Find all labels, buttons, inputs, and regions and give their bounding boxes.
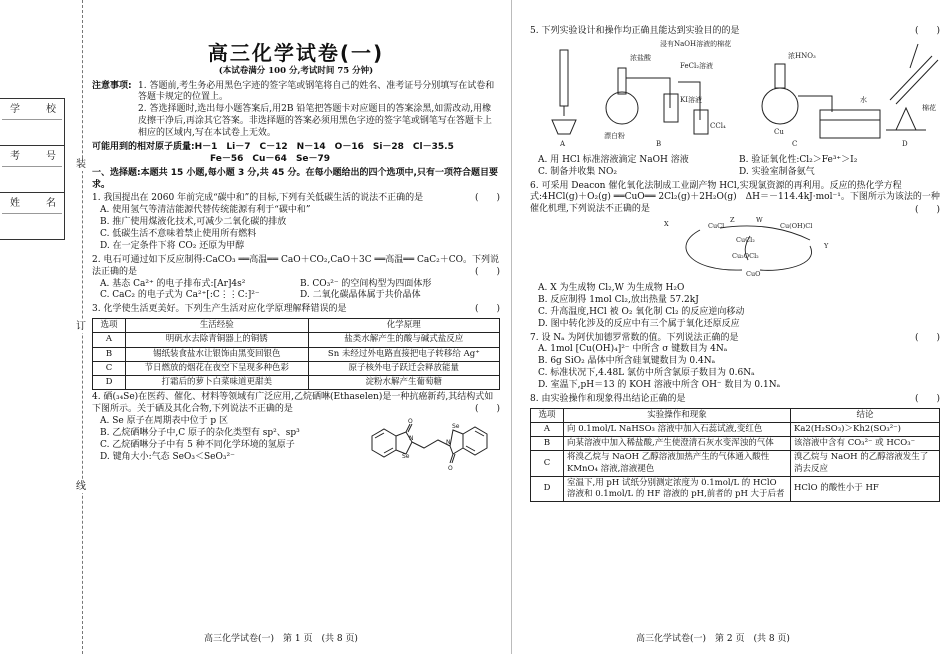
svg-text:N: N xyxy=(409,435,414,443)
table-row xyxy=(531,476,940,501)
label-naoh-cotton: 浸有NaOH溶液的棉花 xyxy=(660,39,732,48)
table-header: 结论 xyxy=(791,408,940,422)
table-cell: 原子核外电子跃迁会释放能量 xyxy=(308,361,499,375)
column-divider xyxy=(511,0,512,654)
svg-text:Se: Se xyxy=(452,423,460,431)
q3-table xyxy=(92,318,500,390)
option-c: C. CaC₂ 的电子式为 Ca²⁺[:C⋮⋮C:]²⁻ xyxy=(100,290,260,301)
question-3 xyxy=(92,304,500,390)
label-bleach: 漂白粉 xyxy=(604,131,625,140)
table-cell: 淀粉水解产生葡萄糖 xyxy=(308,376,499,390)
question-stem: 4. 硒(₃₄Se)在医药、催化、材料等领域有广泛应用,乙烷硒啉(Ethaselen)是一种抗癌新药,其结构式如下图所示。关于硒及其化合物,下列说法不正确的是 xyxy=(92,392,494,415)
table-cell: C xyxy=(531,451,564,476)
question-6 xyxy=(530,181,940,331)
page-2-footer: 高三化学试卷(一) 第 2 页 (共 8 页) xyxy=(636,634,790,644)
exam-number-field[interactable] xyxy=(0,146,64,193)
catalytic-cycle-diagram xyxy=(660,216,840,278)
node-x: X xyxy=(664,220,669,229)
question-stem: 2. 电石可通过如下反应制得:CaCO₃ ══高温══ CaO＋CO₂,CaO＋3C ══高温══ CaC₂＋CO。下列说法正确的是 xyxy=(92,254,500,277)
svg-text:N: N xyxy=(446,439,451,447)
question-stem: 7. 设 Nₐ 为阿伏加德罗常数的值。下列说法正确的是 xyxy=(530,332,739,343)
answer-blank[interactable]: ( ) xyxy=(474,304,500,315)
option-a: A. X 为生成物 Cl₂,W 为生成物 H₂O xyxy=(538,283,685,293)
node-cu2ocl2: Cu₂OCl₂ xyxy=(732,252,759,261)
atomic-mass-line1: 可能用到的相对原子质量:H－1 Li－7 C－12 N－14 O－16 Si－28 Cl－35.5 xyxy=(92,141,454,152)
option-b: B. 验证氧化性:Cl₂＞Fe³⁺＞I₂ xyxy=(739,154,858,165)
option-a: A. 用 HCl 标准溶液滴定 NaOH 溶液 xyxy=(538,154,689,165)
label-ccl4: CCl₄ xyxy=(710,121,726,130)
note-2: 2. 答选择题时,选出每小题答案后,用2B 铅笔把答题卡对应题目的答案涂黑,如需改动,用橡皮擦干净后,再涂其它答案。非选择题的答案必须用黑色字迹的签字笔或钢笔写在答题卡上相应的区域内,写在本试卷上无效。 xyxy=(138,104,492,139)
option-a: A. Se 原子在周期表中位于 p 区 xyxy=(100,416,229,427)
svg-text:O: O xyxy=(448,465,453,473)
table-row xyxy=(93,361,500,375)
table-row xyxy=(531,422,940,436)
table-header: 生活经验 xyxy=(126,319,309,333)
option-b: B. CO₃²⁻ 的空间构型为四面体形 xyxy=(300,278,432,289)
table-cell: 室温下,用 pH 试纸分别测定浓度为 0.1mol/L 的 HClO 溶液和 0.1mol/L 的 HF 溶液的 pH,前者的 pH 大于后者 xyxy=(564,476,791,501)
answer-blank[interactable]: ( ) xyxy=(474,266,500,277)
question-stem: 3. 化学使生活更美好。下列生产生活对应化学原理解释错误的是 xyxy=(92,304,347,315)
figure-label-c: C xyxy=(792,139,798,148)
answer-blank[interactable]: ( ) xyxy=(474,193,500,204)
table-row xyxy=(531,451,940,476)
figure-label-a: A xyxy=(560,139,566,148)
table-header: 实验操作和现象 xyxy=(564,408,791,422)
question-stem: 8. 由实验操作和现象得出结论正确的是 xyxy=(530,393,686,404)
option-c: C. 乙烷硒啉分子中有 5 种不同化学环境的氢原子 xyxy=(100,439,295,450)
node-cuohcl: Cu(OH)Cl xyxy=(780,222,813,231)
student-info-box xyxy=(0,98,65,240)
notes-heading: 注意事项: xyxy=(92,80,132,91)
table-row xyxy=(93,333,500,347)
table-cell: D xyxy=(93,376,126,390)
q5-apparatus-figure xyxy=(530,38,940,150)
school-label: 学 校 xyxy=(10,104,64,115)
answer-blank[interactable]: ( ) xyxy=(914,26,940,36)
option-d: D. 实验室制备氨气 xyxy=(739,166,815,177)
figure-label-d: D xyxy=(902,139,908,148)
binding-mark-xian: 线 xyxy=(76,481,86,492)
option-a: A. 1mol [Cu(OH)₄]²⁻ 中所含 σ 键数目为 4Nₐ xyxy=(538,344,728,355)
table-row xyxy=(531,437,940,451)
table-cell: 向某溶液中加入稀盐酸,产生使澄清石灰水变浑浊的气体 xyxy=(564,437,791,451)
name-field[interactable] xyxy=(0,193,64,239)
svg-text:O: O xyxy=(408,418,413,426)
label-conc-hcl: 浓盐酸 xyxy=(630,53,651,62)
answer-blank[interactable]: ( ) xyxy=(914,332,940,343)
node-y: Y xyxy=(824,242,829,251)
option-b: B. 6g SiO₂ 晶体中所含硅氧键数目为 0.4Nₐ xyxy=(538,356,716,367)
table-cell: B xyxy=(93,347,126,361)
question-stem: 6. 可采用 Deacon 催化氧化法制成工业副产物 HCl,实现氯资源的再利用。反应的热化学方程 xyxy=(530,180,902,191)
option-b: B. 推广使用煤液化技术,可减少二氧化碳的排放 xyxy=(100,217,287,228)
table-cell: A xyxy=(531,422,564,436)
binding-mark-ding: 订 xyxy=(76,321,86,332)
option-a: A. 基态 Ca²⁺ 的电子排布式:[Ar]4s² xyxy=(100,278,246,289)
binding-mark-zhuang: 装 xyxy=(76,159,86,170)
node-cucl2: CuCl₂ xyxy=(736,236,755,245)
question-5 xyxy=(530,26,940,179)
table-cell: 打霜后的萝卜白菜味道更甜美 xyxy=(126,376,309,390)
section-heading: 一、选择题:本题共 15 小题,每小题 3 分,共 45 分。在每小题给出的四个选项中,只有一项符合题目要求。 xyxy=(92,167,498,190)
answer-blank[interactable]: ( ) xyxy=(474,404,500,415)
option-d: D. 键角大小:气态 SeO₃＜SeO₃²⁻ xyxy=(100,451,235,462)
option-b: B. 乙烷硒啉分子中,C 原子的杂化类型有 sp²、sp³ xyxy=(100,427,300,438)
option-c: C. 制备并收集 NO₂ xyxy=(538,166,618,177)
table-header: 选项 xyxy=(93,319,126,333)
ethaselen-structure-figure xyxy=(362,416,497,472)
table-cell: 将溴乙烷与 NaOH 乙醇溶液加热产生的气体通入酸性 KMnO₄ 溶液,溶液褪色 xyxy=(564,451,791,476)
page-2 xyxy=(530,0,940,502)
svg-text:Se: Se xyxy=(402,453,410,461)
table-cell: B xyxy=(531,437,564,451)
label-hno3: 浓HNO₃ xyxy=(788,51,816,60)
option-d: D. 二氧化碳晶体属于共价晶体 xyxy=(300,290,421,301)
table-cell: 盐类水解产生的酸与碱式盐反应 xyxy=(308,333,499,347)
page-subtitle: (本试卷满分 100 分,考试时间 75 分钟) xyxy=(218,66,374,77)
label-cotton: 棉花 xyxy=(922,103,936,112)
table-cell: D xyxy=(531,476,564,501)
question-stem-equation: 式:4HCl(g)＋O₂(g) ══CuO══ 2Cl₂(g)＋2H₂O(g) ΔH＝－114.4kJ·mol⁻¹。下图所示为该法的一种催化机理,下列说法不正确的是 xyxy=(530,192,940,215)
question-2 xyxy=(92,255,500,303)
answer-blank[interactable]: ( ) xyxy=(914,393,940,404)
table-cell: HClO 的酸性小于 HF xyxy=(791,476,940,501)
table-cell: A xyxy=(93,333,126,347)
table-cell: 锡纸装食盐水让银饰由黑变回银色 xyxy=(126,347,309,361)
school-field[interactable] xyxy=(0,99,64,146)
option-a: A. 使用氢气等清洁能源代替传统能源有利于“碳中和” xyxy=(100,205,311,216)
node-w: W xyxy=(756,216,763,225)
option-c: C. 标准状况下,4.48L 氯仿中所含氯原子数目为 0.6Nₐ xyxy=(538,368,755,379)
question-1 xyxy=(92,193,500,252)
table-cell: 明矾水去除青铜器上的铜锈 xyxy=(126,333,309,347)
page-title: 高三化学试卷(一) xyxy=(207,41,385,65)
label-ki: KI溶液 xyxy=(680,95,702,104)
question-4 xyxy=(92,392,500,473)
table-row xyxy=(93,376,500,390)
notes xyxy=(92,81,500,140)
node-z: Z xyxy=(730,216,735,225)
label-cu: Cu xyxy=(774,127,784,136)
page-1 xyxy=(92,0,500,473)
table-header: 选项 xyxy=(531,408,564,422)
question-stem: 1. 我国提出在 2060 年前完成“碳中和”的目标,下列有关低碳生活的说法不正确的是 xyxy=(92,193,424,204)
option-d: D. 图中转化涉及的反应中有三个属于氧化还原反应 xyxy=(538,318,740,329)
table-cell: C xyxy=(93,361,126,375)
figure-label-b: B xyxy=(656,139,662,148)
table-cell: Ka2(H₂SO₃)＞Kh2(SO₃²⁻) xyxy=(791,422,940,436)
question-7 xyxy=(530,333,940,392)
question-8 xyxy=(530,394,940,502)
table-row xyxy=(93,347,500,361)
page-1-footer: 高三化学试卷(一) 第 1 页 (共 8 页) xyxy=(204,634,358,644)
option-c: C. 低碳生活不意味着禁止使用所有燃料 xyxy=(100,229,257,240)
table-cell: 向 0.1mol/L NaHSO₃ 溶液中加入石蕊试液,变红色 xyxy=(564,422,791,436)
table-cell: 溴乙烷与 NaOH 的乙醇溶液发生了消去反应 xyxy=(791,451,940,476)
option-b: B. 反应制得 1mol Cl₂,放出热量 57.2kJ xyxy=(538,294,699,305)
table-header: 化学原理 xyxy=(308,319,499,333)
name-label: 姓 名 xyxy=(10,198,64,209)
q8-table xyxy=(530,408,940,503)
label-fecl2: FeCl₂溶液 xyxy=(680,61,714,70)
label-water: 水 xyxy=(860,95,867,104)
option-d: D. 室温下,pH＝13 的 KOH 溶液中所含 OH⁻ 数目为 0.1Nₐ xyxy=(538,380,781,390)
table-cell: Sn 未经过外电路直接把电子转移给 Ag⁺ xyxy=(308,347,499,361)
option-d: D. 在一定条件下将 CO₂ 还原为甲醇 xyxy=(100,240,245,251)
atomic-mass-line2: Fe－56 Cu－64 Se－79 xyxy=(210,153,331,164)
question-stem: 5. 下列实验设计和操作均正确且能达到实验目的的是 xyxy=(530,26,740,36)
table-cell: 该溶液中含有 CO₃²⁻ 或 HCO₃⁻ xyxy=(791,437,940,451)
node-cucl: CuCl xyxy=(708,222,725,231)
node-cuo: CuO xyxy=(746,270,761,279)
option-c: C. 升高温度,HCl 被 O₂ 氧化制 Cl₂ 的反应逆向移动 xyxy=(538,306,745,317)
answer-blank[interactable]: ( ) xyxy=(914,204,940,215)
table-cell: 节日燃放的烟花在夜空下呈现多种色彩 xyxy=(126,361,309,375)
exam-number-label: 考 号 xyxy=(10,151,64,162)
note-1: 1. 答题前,考生务必用黑色字迹的签字笔或钢笔将自己的姓名、准考证号分别填写在试卷和答题卡规定的位置上。 xyxy=(138,80,495,103)
